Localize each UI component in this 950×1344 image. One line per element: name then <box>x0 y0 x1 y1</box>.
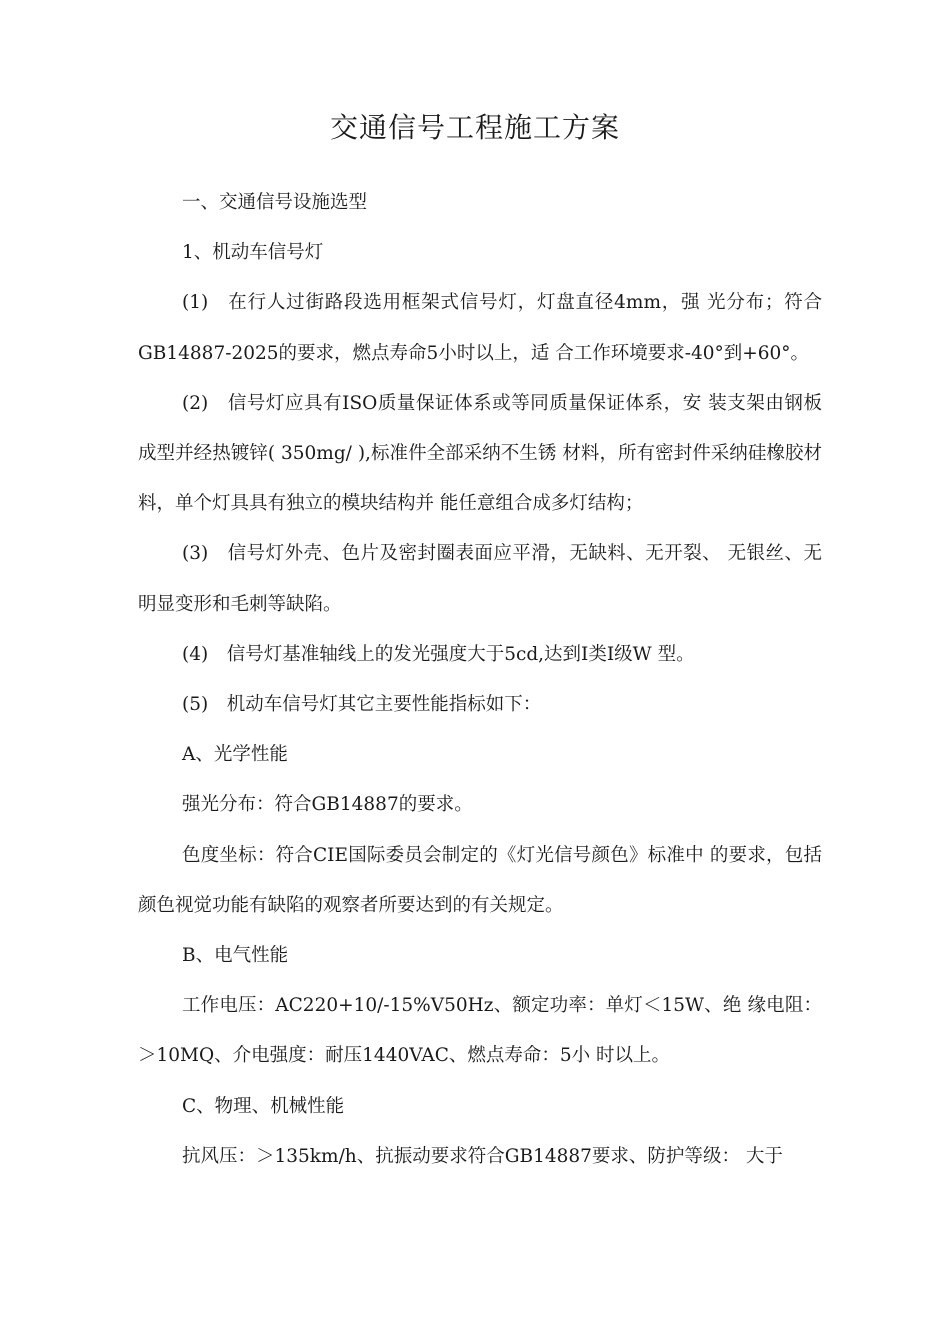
section-heading-1: 一、交通信号设施选型 <box>182 192 368 213</box>
paragraph-item-2: (2) 信号灯应具有ISO质量保证体系或等同质量保证体系，安 装支架由钢板成型并经热镀锌( 350mg/ ),标准件全部采纳不生锈 材料，所有密封件采纳硅橡胶材料，单个灯具具有独立的模块结构并 能任意组合成多灯结构； <box>138 392 822 515</box>
document-body <box>138 178 822 1182</box>
paragraph-electrical-specs: 工作电压：AC220+10/-15%V50Hz、额定功率：单灯＜15W、绝 缘电阻：＞10MQ、介电强度：耐压1440VAC、燃点寿命：5小 时以上。 <box>138 995 822 1067</box>
paragraph-item-3: (3) 信号灯外壳、色片及密封圈表面应平滑，无缺料、无开裂、 无银丝、无明显变形和毛刺等缺陷。 <box>138 543 822 615</box>
heading-optical-performance: A、光学性能 <box>182 744 288 766</box>
heading-electrical-performance: B、电气性能 <box>182 945 289 967</box>
paragraph-mechanical-specs: 抗风压：＞135km/h、抗振动要求符合GB14887要求、防护等级： 大于 <box>182 1145 783 1167</box>
paragraph-light-distribution: 强光分布：符合GB14887的要求。 <box>182 794 473 816</box>
subsection-heading-vehicle-signal: 1、机动车信号灯 <box>182 242 324 264</box>
paragraph-item-5: (5) 机动车信号灯其它主要性能指标如下： <box>182 694 542 716</box>
paragraph-item-4: (4) 信号灯基准轴线上的发光强度大于5cd,达到Ⅰ类Ⅰ级W 型。 <box>182 643 695 665</box>
paragraph-item-1: (1) 在行人过街路段选用框架式信号灯，灯盘直径4mm，强 光分布；符合GB14887-2025的要求，燃点寿命5小时以上，适 合工作环境要求-40°到+60°。 <box>138 292 822 364</box>
document-title: 交通信号工程施工方案 <box>329 111 620 144</box>
heading-mechanical-performance: C、物理、机械性能 <box>182 1095 345 1117</box>
paragraph-chromaticity: 色度坐标：符合CIE国际委员会制定的《灯光信号颜色》标准中 的要求，包括颜色视觉功能有缺陷的观察者所要达到的有关规定。 <box>138 844 822 916</box>
